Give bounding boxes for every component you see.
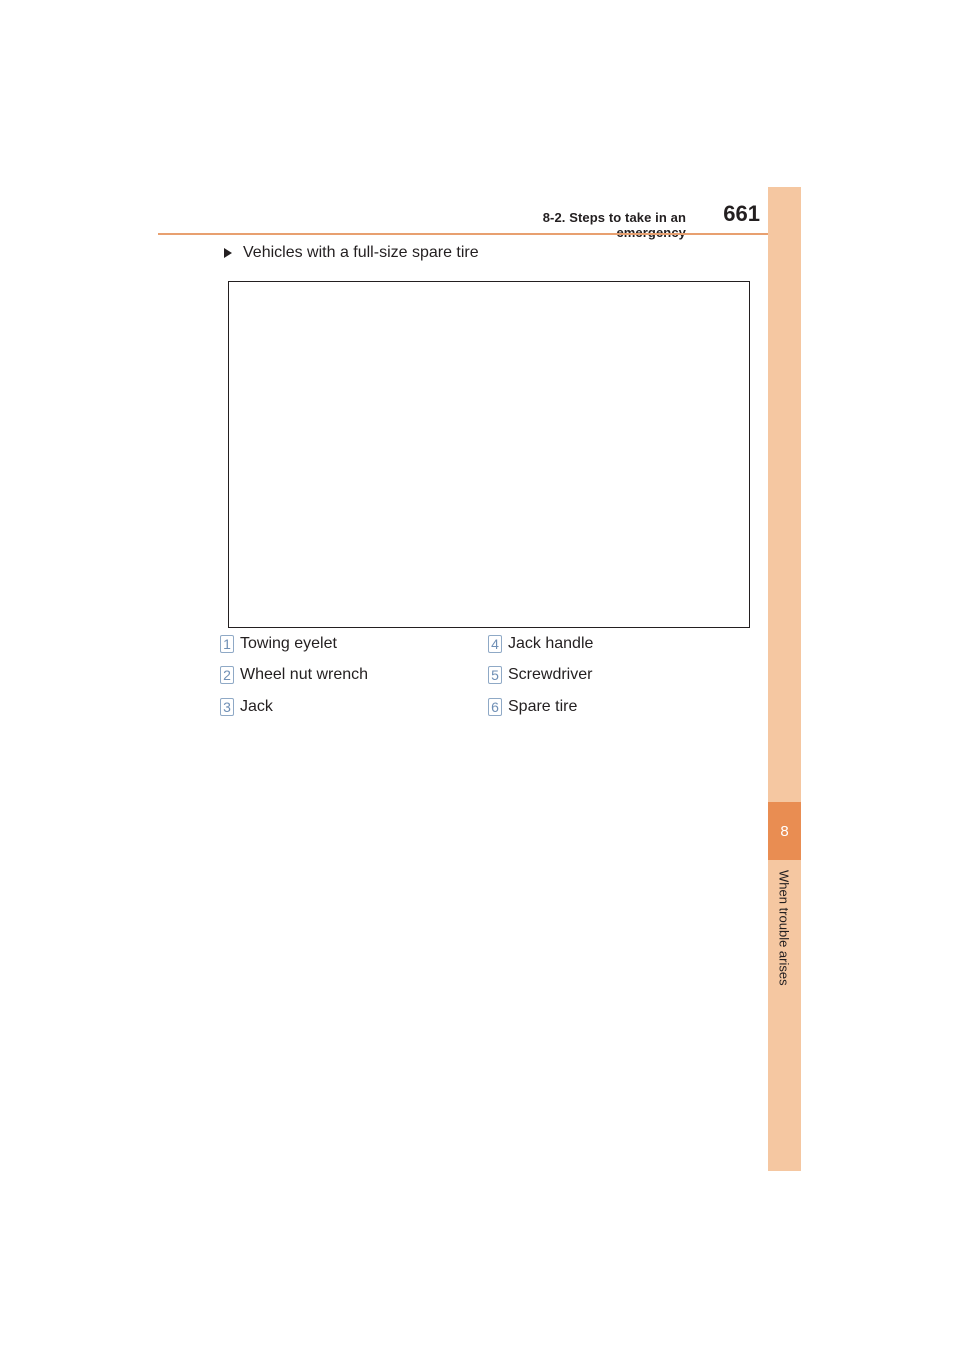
legend-item	[488, 633, 593, 655]
legend-label: Screwdriver	[508, 666, 593, 683]
chapter-title: When trouble arises	[776, 870, 792, 986]
number-badge: 1	[220, 635, 234, 653]
legend-label: Wheel nut wrench	[240, 666, 369, 683]
chapter-side-tab	[768, 187, 801, 1171]
legend-item	[220, 633, 337, 655]
number-badge: 3	[220, 698, 234, 716]
legend-item	[488, 696, 577, 718]
legend-label: Spare tire	[508, 698, 578, 715]
section-title: 8-2. Steps to take in an	[542, 210, 686, 225]
number-badge: 2	[220, 666, 234, 684]
triangle-bullet-icon	[224, 248, 232, 258]
legend-label: Towing eyelet	[240, 635, 337, 652]
subsection-heading	[224, 244, 479, 262]
legend-item	[488, 664, 592, 686]
number-badge: 4	[488, 635, 502, 653]
chapter-number: 8	[780, 822, 789, 840]
legend-label: Jack	[240, 698, 273, 715]
illustration-frame	[228, 281, 750, 628]
number-badge: 6	[488, 698, 502, 716]
page-number: 661	[723, 201, 760, 226]
legend-label: Jack handle	[508, 635, 594, 652]
number-badge: 5	[488, 666, 502, 684]
legend-item	[220, 664, 368, 686]
subsection-title: Vehicles with a full-size spare tire	[243, 244, 479, 261]
header-divider	[158, 233, 800, 235]
legend-item	[220, 696, 273, 718]
